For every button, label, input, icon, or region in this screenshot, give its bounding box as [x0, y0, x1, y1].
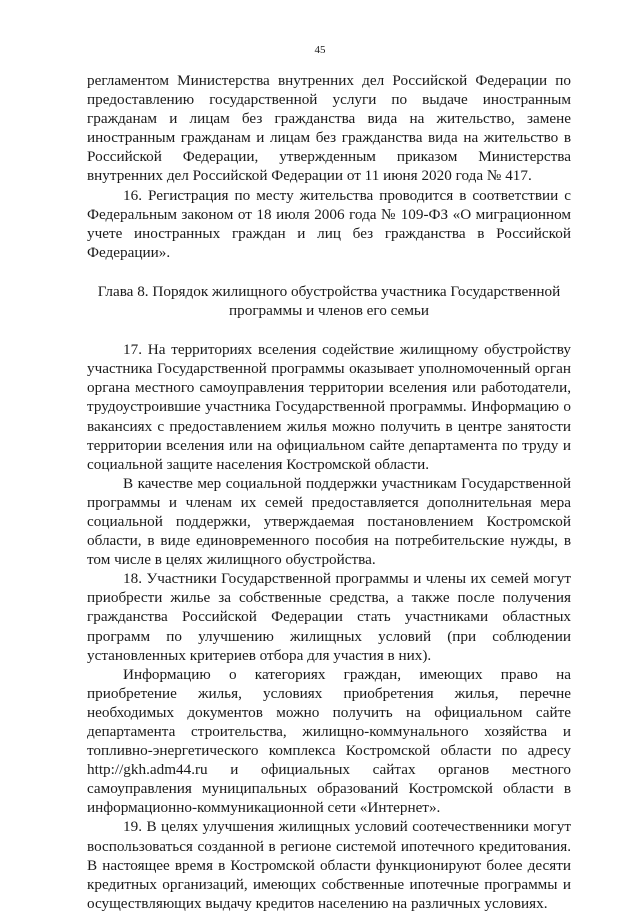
- paragraphs-after-heading: [87, 340, 571, 913]
- page-number: 45: [314, 44, 326, 56]
- paragraphs-before-heading: [87, 71, 571, 262]
- document-body: [87, 71, 571, 913]
- paragraph-social-support: В качестве мер социальной поддержки участникам Государственной программы и членам их семей предоставляется дополнительная мера социальной поддержки, утверждаемая постановлением Костромской области, в виде единовременного пособия на потребительские нужды, в том числе в целях жилищного обустройства.: [87, 474, 571, 569]
- paragraph-17: 17. На территориях вселения содействие жилищному обустройству участника Государственной программы оказывает уполномоченный орган органа местного самоуправления территории вселения или работодатели, трудоустроившие участника Государственной программы. Информацию о вакансиях с предоставлением жилья можно получить в центре занятости территории вселения или на официальном сайте департамента по труду и социальной защите населения Костромской области.: [87, 341, 571, 473]
- paragraph: регламентом Министерства внутренних дел Российской Федерации по предоставлению государственной услуги по выдаче иностранным гражданам и лицам без гражданства вида на жительство, замене иностранным гражданам и лицам без гражданства вида на жительство в Российской Федерации, утвержденным приказом Министерства внутренних дел Российской Федерации от 11 июня 2020 года № 417.: [87, 72, 571, 185]
- chapter-heading: Глава 8. Порядок жилищного обустройства участника Государственной программы и членов его семьи: [97, 282, 561, 320]
- paragraph-16: 16. Регистрация по месту жительства проводится в соответствии с Федеральным законом от 18 июля 2006 года № 109-ФЗ «О миграционном учете иностранных граждан и лиц без гражданства в Российской Федерации».: [87, 186, 571, 261]
- paragraph-19: 19. В целях улучшения жилищных условий соотечественники могут воспользоваться созданной в регионе системой ипотечного кредитования. В настоящее время в Костромской области функционируют более десяти кредитных организаций, имеющих собственные ипотечные программы и осуществляющих выдачу кредитов населению на различных условиях.: [87, 818, 571, 912]
- paragraph-18: 18. Участники Государственной программы и члены их семей могут приобрести жилье за собственные средства, а также после получения гражданства Российской Федерации стать участниками областных программ по улучшению жилищных условий (при соблюдении установленных критериев отбора для участия в них).: [87, 570, 571, 664]
- paragraph-housing-info: Информацию о категориях граждан, имеющих право на приобретение жилья, условиях приобретения жилья, перечне необходимых документов можно получить на официальном сайте департамента строительства, жилищно-коммунального хозяйства и топливно-энергетического комплекса Костромской области по адресу http://gkh.adm44.ru и официальных сайтах органов местного самоуправления муниципальных образований Костромской области в информационно-коммуникационной сети «Интернет».: [87, 665, 571, 817]
